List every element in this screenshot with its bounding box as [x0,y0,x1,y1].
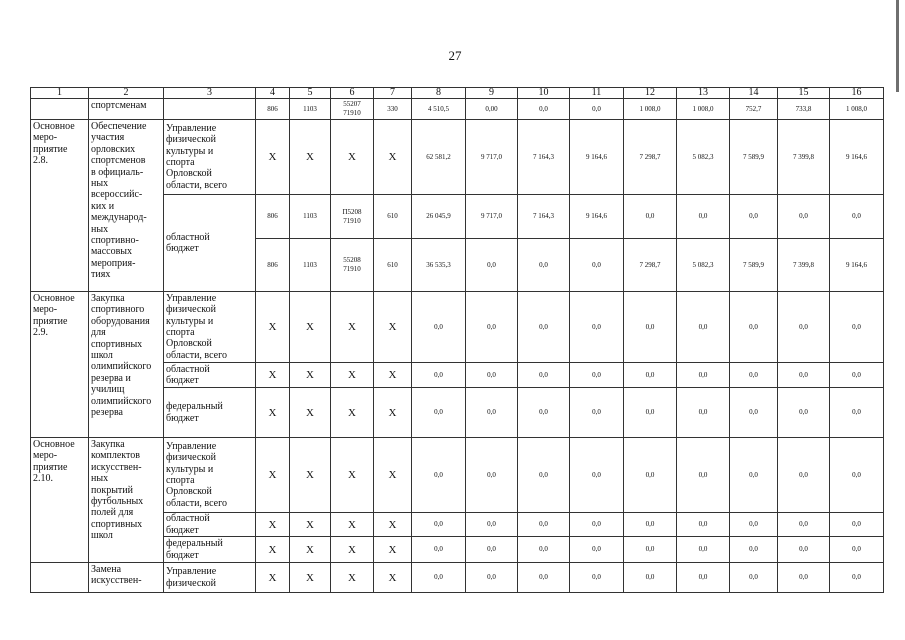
table-cell: 1 008,0 [624,99,677,120]
table-cell: Основное меро- приятие 2.10. [31,438,89,563]
header-cell: 14 [730,88,778,99]
table-cell: X [290,363,331,388]
table-cell: 36 535,3 [412,239,466,292]
table-cell: X [256,513,290,537]
table-cell: 0,0 [412,388,466,438]
table-cell: X [256,563,290,593]
table-cell: Закупка спортивного оборудования для спортивных школ олимпийского резерва и училищ олимпийского резерва [89,292,164,438]
table-cell: X [331,513,374,537]
table-cell: X [256,292,290,363]
table-cell: 7 164,3 [518,120,570,195]
table-cell: Замена искусствен- [89,563,164,593]
table-cell: 0,0 [677,363,730,388]
table-cell: 0,0 [624,388,677,438]
table-cell: 1103 [290,239,331,292]
table-row [31,99,884,120]
table-cell: областной бюджет [164,195,256,292]
table-cell: 0,0 [778,363,830,388]
table-cell: 9 164,6 [570,195,624,239]
table-cell: 330 [374,99,412,120]
table-cell: Обеспечение участия орловских спортсменов в официаль- ных всероссийс- ких и международ- ных спортивно- массовых мероприя- тиях [89,120,164,292]
header-cell: 13 [677,88,730,99]
table-cell [31,99,89,120]
table-cell: X [290,513,331,537]
table-cell: П5208 71910 [331,195,374,239]
table-cell: 0,0 [624,537,677,563]
table-cell: 0,0 [677,563,730,593]
header-cell: 10 [518,88,570,99]
table-cell: 0,0 [570,292,624,363]
table-cell: 0,0 [570,438,624,513]
table-cell: 0,0 [624,363,677,388]
table-cell: X [256,537,290,563]
table-cell: X [331,363,374,388]
header-cell: 8 [412,88,466,99]
table-cell: 7 164,3 [518,195,570,239]
table-cell: X [290,388,331,438]
header-cell: 1 [31,88,89,99]
table-cell: X [374,388,412,438]
table-cell: X [331,563,374,593]
table-cell: 0,0 [624,292,677,363]
table-cell: 0,0 [518,99,570,120]
table-cell: 0,0 [730,537,778,563]
table-cell: 0,0 [412,513,466,537]
table-cell: 0,0 [730,563,778,593]
table-cell: 0,0 [677,292,730,363]
table-cell: X [374,292,412,363]
table-cell: 0,0 [466,438,518,513]
table-cell: 610 [374,195,412,239]
table-cell: 55207 71910 [331,99,374,120]
table-cell: Основное меро- приятие 2.8. [31,120,89,292]
table-cell: X [256,363,290,388]
table-cell: областной бюджет [164,513,256,537]
table-cell: 1103 [290,195,331,239]
table-cell: 0,0 [778,388,830,438]
table-cell: 0,0 [730,438,778,513]
table-cell [31,563,89,593]
table-cell: 0,0 [778,537,830,563]
table-cell: областной бюджет [164,363,256,388]
table-cell: 5 082,3 [677,120,730,195]
table-cell: 0,0 [518,292,570,363]
table-cell: спортсменам [89,99,164,120]
table-cell: 0,0 [830,363,884,388]
table-cell: 26 045,9 [412,195,466,239]
scan-edge-line [896,0,899,92]
table-cell: Управление физической культуры и спорта Орловской области, всего [164,438,256,513]
header-cell: 15 [778,88,830,99]
table-cell: 806 [256,99,290,120]
table-cell: 0,0 [830,563,884,593]
table-cell: 7 399,8 [778,120,830,195]
table-cell: 1 008,0 [677,99,730,120]
table-cell: 0,0 [412,438,466,513]
table-cell: 0,0 [412,537,466,563]
table-cell: 0,0 [570,99,624,120]
table-cell: 0,0 [830,513,884,537]
table-cell: 0,0 [466,563,518,593]
table-cell: 0,0 [778,438,830,513]
header-cell: 9 [466,88,518,99]
table-cell: 0,0 [466,537,518,563]
table-cell: 1 008,0 [830,99,884,120]
table-cell: 9 164,6 [570,120,624,195]
table-cell: 9 164,6 [830,120,884,195]
table-cell: 0,0 [730,292,778,363]
table-cell: 0,0 [570,513,624,537]
table-cell: 733,8 [778,99,830,120]
header-row [31,88,884,99]
table-cell: 0,0 [518,513,570,537]
table-cell: 0,0 [677,513,730,537]
table-cell: X [256,120,290,195]
table-cell: 0,0 [730,363,778,388]
table-cell: 0,0 [778,195,830,239]
table-cell: 0,0 [570,563,624,593]
table-cell: X [256,388,290,438]
table-cell: 0,0 [466,239,518,292]
table-cell: X [290,438,331,513]
header-cell: 4 [256,88,290,99]
table-cell: X [290,120,331,195]
table-row [31,120,884,195]
table-cell: 0,0 [570,239,624,292]
table-cell: 0,0 [412,563,466,593]
table-cell: 806 [256,239,290,292]
table-cell: X [374,563,412,593]
table-cell: 4 510,5 [412,99,466,120]
table-cell: X [256,438,290,513]
table-cell: 0,0 [830,438,884,513]
header-cell: 5 [290,88,331,99]
table-cell: Основное меро- приятие 2.9. [31,292,89,438]
table-cell: 0,0 [466,363,518,388]
budget-table [30,87,884,593]
header-cell: 2 [89,88,164,99]
table-cell: 0,0 [677,438,730,513]
table-cell: 0,0 [570,537,624,563]
table-cell: 0,0 [466,513,518,537]
table-cell: Управление физической культуры и спорта Орловской области, всего [164,292,256,363]
table-cell: 0,0 [624,513,677,537]
table-cell: 0,0 [677,388,730,438]
table-cell: 0,0 [412,363,466,388]
header-cell: 12 [624,88,677,99]
table-cell: 62 581,2 [412,120,466,195]
table-cell: 5 082,3 [677,239,730,292]
header-cell: 3 [164,88,256,99]
table-cell: 9 717,0 [466,120,518,195]
table-cell: 7 589,9 [730,120,778,195]
table-cell: X [331,438,374,513]
table-cell: 0,0 [730,195,778,239]
table-cell: 0,0 [570,363,624,388]
table-cell: федеральный бюджет [164,388,256,438]
table-row [31,292,884,363]
table-cell: Управление физической культуры и спорта Орловской области, всего [164,120,256,195]
table-cell: 0,0 [830,195,884,239]
table-cell: X [331,388,374,438]
table-cell: 7 298,7 [624,239,677,292]
table-cell: 0,0 [830,292,884,363]
table-cell: 0,0 [730,388,778,438]
table-cell: 0,0 [778,513,830,537]
table-cell: 0,0 [518,388,570,438]
table-cell: Управление физической [164,563,256,593]
table-cell: 7 298,7 [624,120,677,195]
table-cell: 0,0 [518,438,570,513]
table-cell: 0,0 [730,513,778,537]
table-cell: X [290,537,331,563]
table-cell: 806 [256,195,290,239]
table-cell: X [374,363,412,388]
table-cell: федеральный бюджет [164,537,256,563]
table-cell: 7 589,9 [730,239,778,292]
table-row [31,563,884,593]
table-cell: 0,0 [830,537,884,563]
table-row [31,438,884,513]
table-cell: 0,0 [778,292,830,363]
header-cell: 7 [374,88,412,99]
table-cell: 0,0 [466,388,518,438]
table-cell: 0,0 [518,537,570,563]
table-cell: X [290,563,331,593]
table-cell: 0,0 [466,292,518,363]
table-cell: 7 399,8 [778,239,830,292]
table-cell: Закупка комплектов искусствен- ных покрытий футбольных полей для спортивных школ [89,438,164,563]
table-cell: 9 164,6 [830,239,884,292]
table-cell: 0,0 [624,438,677,513]
table-cell [164,99,256,120]
table-cell: X [331,120,374,195]
table-cell: 752,7 [730,99,778,120]
header-cell: 16 [830,88,884,99]
table-cell: X [374,537,412,563]
table-cell: X [374,513,412,537]
table-cell: 0,0 [830,388,884,438]
table-cell: 0,0 [412,292,466,363]
header-cell: 6 [331,88,374,99]
table-cell: 0,0 [518,563,570,593]
table-cell: X [331,292,374,363]
table-cell: 0,00 [466,99,518,120]
table-cell: 1103 [290,99,331,120]
table-cell: 0,0 [570,388,624,438]
table-cell: 9 717,0 [466,195,518,239]
page-number: 27 [448,48,462,63]
table-cell: X [374,438,412,513]
table-cell: 0,0 [677,537,730,563]
table-cell: X [290,292,331,363]
table-cell: X [331,537,374,563]
table-cell: 55208 71910 [331,239,374,292]
header-cell: 11 [570,88,624,99]
table-cell: 0,0 [677,195,730,239]
table-cell: 0,0 [778,563,830,593]
table-cell: 0,0 [624,563,677,593]
table-cell: X [374,120,412,195]
table-cell: 0,0 [518,363,570,388]
table-cell: 0,0 [624,195,677,239]
table-cell: 0,0 [518,239,570,292]
table-cell: 610 [374,239,412,292]
